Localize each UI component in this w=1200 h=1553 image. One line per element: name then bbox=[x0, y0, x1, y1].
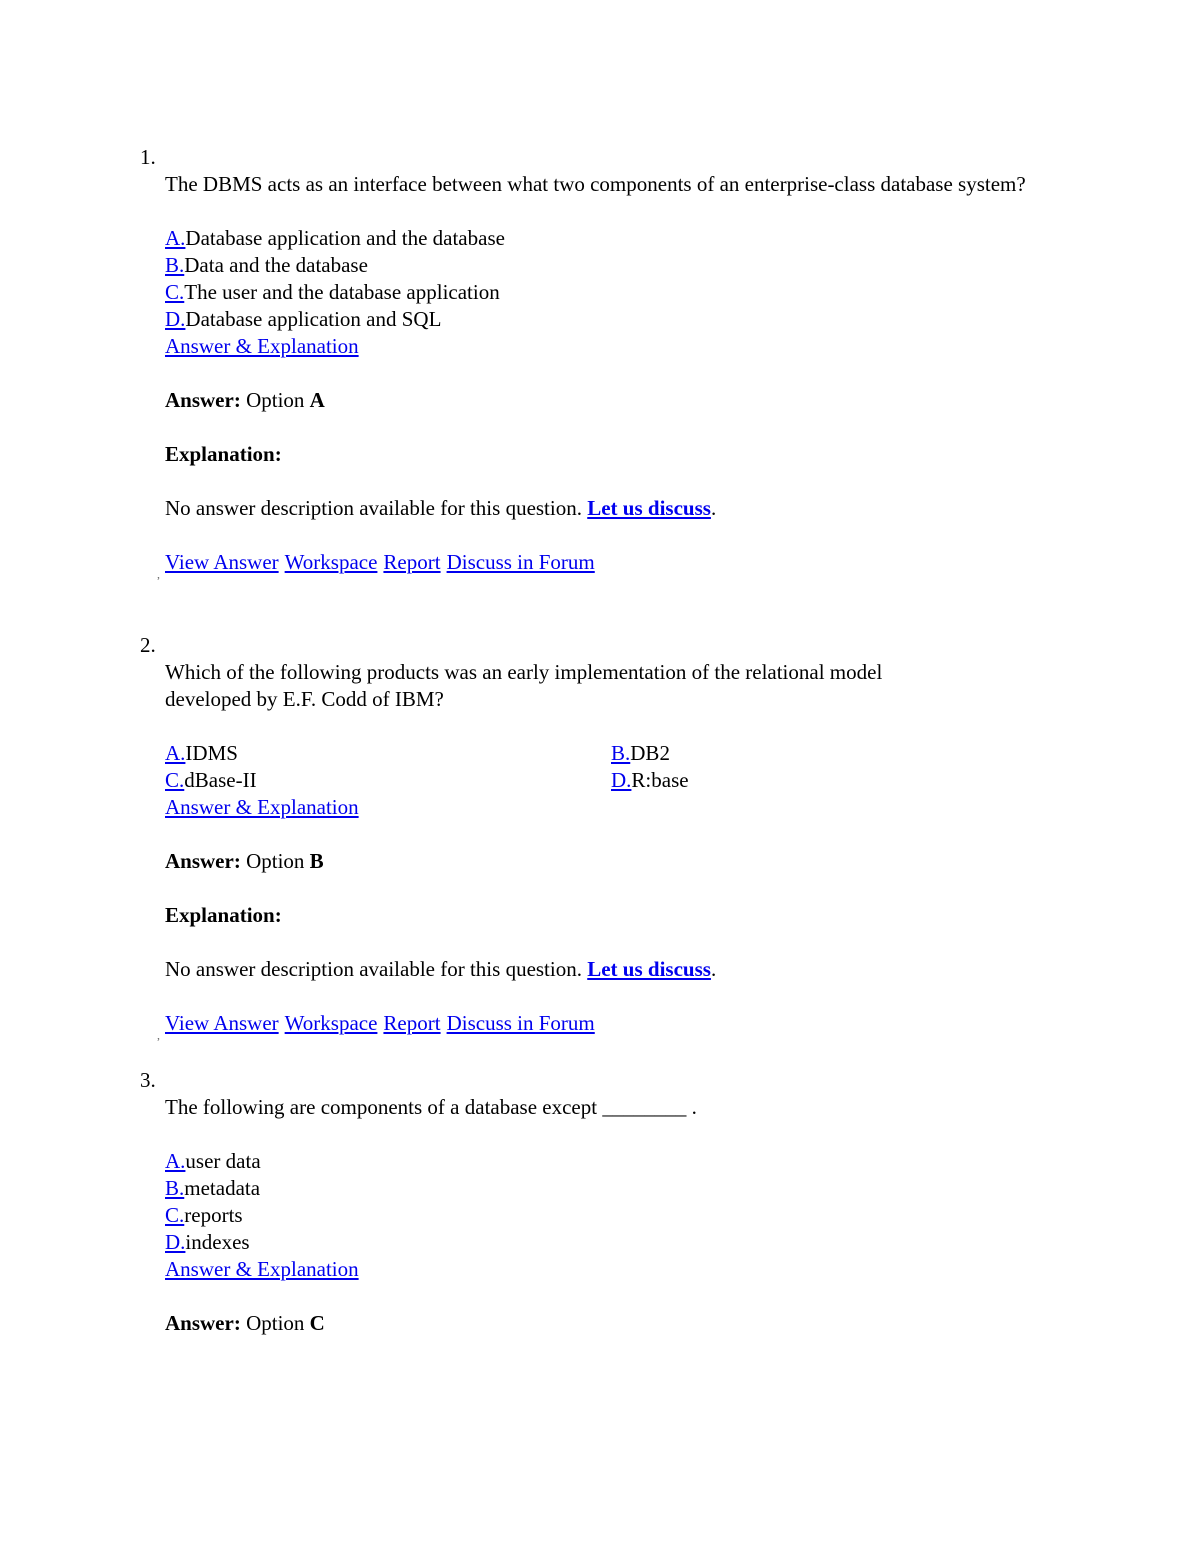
question-text-line-1: Which of the following products was an early implementation of the relational model bbox=[165, 660, 883, 684]
answer-label: Answer: bbox=[165, 1311, 241, 1335]
option-d-link[interactable]: D. bbox=[165, 1230, 186, 1254]
question-text: The following are components of a database except ________ . bbox=[165, 1095, 697, 1119]
option-a bbox=[165, 740, 611, 767]
question-1 bbox=[140, 144, 1100, 581]
answer-line bbox=[165, 1310, 1065, 1337]
option-c bbox=[165, 1202, 1065, 1229]
workspace-link[interactable]: Workspace bbox=[284, 550, 378, 574]
answer-line bbox=[165, 387, 1065, 414]
question-2 bbox=[140, 632, 1100, 1042]
option-c-text: The user and the database application bbox=[184, 280, 500, 304]
answer-value: C bbox=[309, 1311, 325, 1335]
question-toolbar bbox=[157, 549, 1065, 581]
option-b-link[interactable]: B. bbox=[165, 1176, 185, 1200]
option-d bbox=[611, 767, 911, 794]
answer-explanation-link[interactable]: Answer & Explanation bbox=[165, 1257, 359, 1281]
explanation-label: Explanation: bbox=[165, 903, 282, 927]
discuss-in-forum-link[interactable]: Discuss in Forum bbox=[446, 550, 595, 574]
answer-prefix: Option bbox=[246, 1311, 305, 1335]
option-b bbox=[165, 1175, 1065, 1202]
answer-value: B bbox=[309, 849, 324, 873]
option-b-text: Data and the database bbox=[184, 253, 368, 277]
option-d bbox=[165, 1229, 1065, 1256]
let-us-discuss-link[interactable]: Let us discuss bbox=[587, 957, 711, 981]
option-c bbox=[165, 767, 611, 794]
option-a-link[interactable]: A. bbox=[165, 741, 186, 765]
option-d-link[interactable]: D. bbox=[611, 768, 632, 792]
question-number: 2. bbox=[140, 633, 156, 657]
option-b bbox=[165, 252, 1065, 279]
question-3 bbox=[140, 1067, 1100, 1337]
answer-value: A bbox=[309, 388, 325, 412]
option-c-text: reports bbox=[184, 1203, 243, 1227]
period: . bbox=[710, 957, 717, 981]
view-answer-link[interactable]: View Answer bbox=[165, 1011, 279, 1035]
option-a-text: user data bbox=[185, 1149, 261, 1173]
option-b bbox=[611, 740, 911, 767]
option-a-link[interactable]: A. bbox=[165, 1149, 186, 1173]
answer-prefix: Option bbox=[246, 388, 305, 412]
option-a bbox=[165, 1148, 1065, 1175]
question-toolbar bbox=[157, 1010, 1065, 1042]
option-c-link[interactable]: C. bbox=[165, 280, 185, 304]
toolbar-dot: , bbox=[157, 567, 160, 581]
option-a-text: Database application and the database bbox=[185, 226, 505, 250]
option-b-text: metadata bbox=[184, 1176, 261, 1200]
report-link[interactable]: Report bbox=[383, 1011, 441, 1035]
option-d-text: Database application and SQL bbox=[185, 307, 442, 331]
option-a-text: IDMS bbox=[185, 741, 238, 765]
view-answer-link[interactable]: View Answer bbox=[165, 550, 279, 574]
answer-label: Answer: bbox=[165, 849, 241, 873]
workspace-link[interactable]: Workspace bbox=[284, 1011, 378, 1035]
question-number: 3. bbox=[140, 1068, 156, 1092]
let-us-discuss-link[interactable]: Let us discuss bbox=[587, 496, 711, 520]
options-grid bbox=[165, 740, 1065, 794]
option-c bbox=[165, 279, 1065, 306]
report-link[interactable]: Report bbox=[383, 550, 441, 574]
question-number: 1. bbox=[140, 145, 156, 169]
explanation-text: No answer description available for this question. bbox=[165, 496, 582, 520]
explanation-line bbox=[165, 956, 1065, 983]
option-b-text: DB2 bbox=[630, 741, 670, 765]
explanation-text: No answer description available for this question. bbox=[165, 957, 582, 981]
option-d-text: R:base bbox=[631, 768, 689, 792]
option-d-link[interactable]: D. bbox=[165, 307, 186, 331]
option-c-link[interactable]: C. bbox=[165, 1203, 185, 1227]
option-b-link[interactable]: B. bbox=[165, 253, 185, 277]
explanation-label: Explanation: bbox=[165, 442, 282, 466]
question-text-line-2: developed by E.F. Codd of IBM? bbox=[165, 687, 444, 711]
answer-prefix: Option bbox=[246, 849, 305, 873]
toolbar-dot: , bbox=[157, 1028, 160, 1042]
question-body bbox=[157, 171, 1065, 581]
explanation-line bbox=[165, 495, 1065, 522]
answer-explanation-link[interactable]: Answer & Explanation bbox=[165, 795, 359, 819]
option-d-text: indexes bbox=[185, 1230, 250, 1254]
option-c-text: dBase-II bbox=[184, 768, 257, 792]
answer-explanation-link[interactable]: Answer & Explanation bbox=[165, 334, 359, 358]
answer-label: Answer: bbox=[165, 388, 241, 412]
option-b-link[interactable]: B. bbox=[611, 741, 631, 765]
option-a bbox=[165, 225, 1065, 252]
question-body bbox=[157, 659, 1065, 1042]
question-text: The DBMS acts as an interface between what two components of an enterprise-class database system? bbox=[165, 172, 1026, 196]
question-body bbox=[165, 1094, 1065, 1337]
option-d bbox=[165, 306, 1065, 333]
option-a-link[interactable]: A. bbox=[165, 226, 186, 250]
discuss-in-forum-link[interactable]: Discuss in Forum bbox=[446, 1011, 595, 1035]
period: . bbox=[710, 496, 717, 520]
option-c-link[interactable]: C. bbox=[165, 768, 185, 792]
answer-line bbox=[165, 848, 1065, 875]
